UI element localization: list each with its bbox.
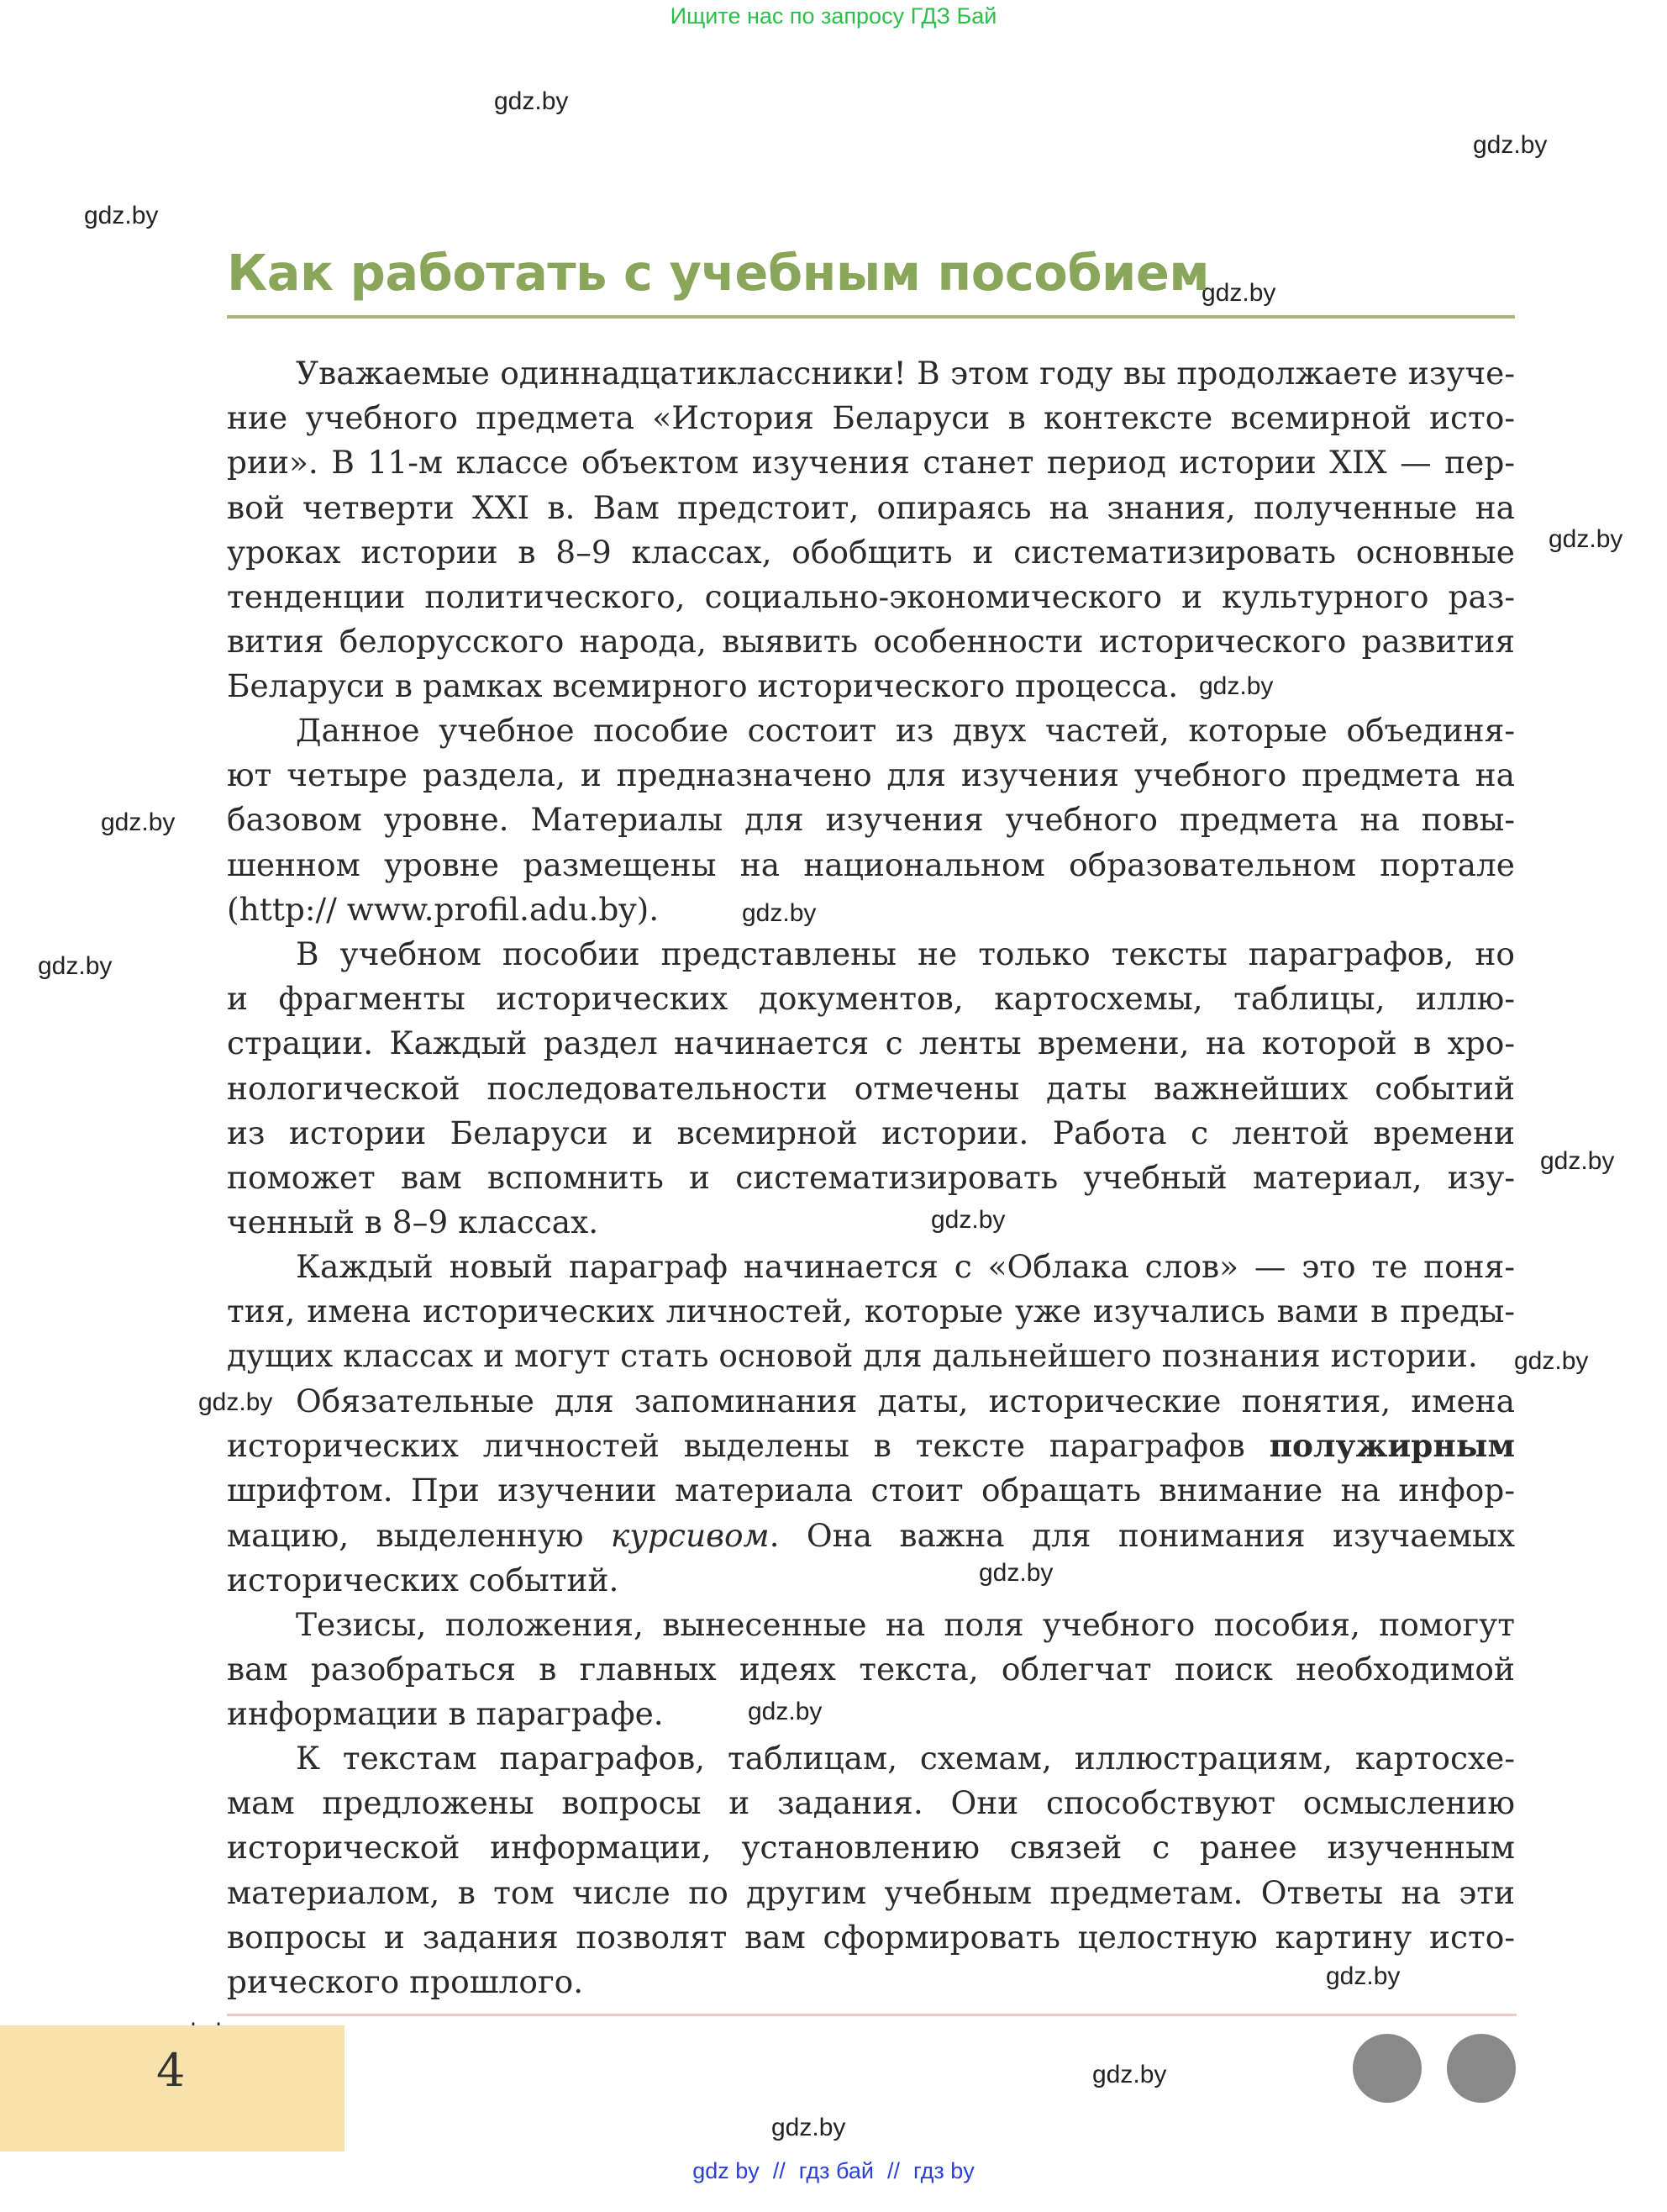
text-segment: мацию, выделенную	[227, 1516, 584, 1554]
paragraph-intro	[227, 351, 1515, 709]
text-line: тенденции политического, социально-экономического и культурного раз-	[227, 578, 1515, 616]
watermark: gdz.by	[1514, 1347, 1589, 1375]
portal-link-line[interactable]: (http:// www.profil.adu.by).	[227, 890, 660, 928]
text-line: материалом, в том числе по другим учебным предметам. Ответы на эти	[227, 1873, 1515, 1911]
top-banner[interactable]: Ищите нас по запросу ГДЗ Бай	[670, 3, 997, 29]
watermark: gdz.by	[931, 1206, 1006, 1234]
text-line: нологической последовательности отмечены даты важнейших событий	[227, 1069, 1515, 1107]
watermark: gdz.by	[771, 2114, 846, 2141]
text-line: тия, имена исторических личностей, которые уже изучались вами в преды-	[227, 1293, 1515, 1330]
decorative-circle-icon	[1353, 2034, 1422, 2103]
paragraph-structure	[227, 708, 1515, 932]
watermark: gdz.by	[84, 202, 159, 229]
text-line: мам предложены вопросы и задания. Они способствуют осмыслению	[227, 1784, 1515, 1822]
text-segment: . Она важна для понимания изучаемых	[769, 1516, 1516, 1554]
footer-link-gdz-by[interactable]: gdz by	[692, 2158, 760, 2183]
paragraph-theses	[227, 1603, 1515, 1737]
text-line: Каждый новый параграф начинается с «Облака слов» — это те поня-	[296, 1248, 1515, 1285]
decorative-circle-icon	[1447, 2034, 1516, 2103]
bold-term: полужирным	[1269, 1427, 1516, 1465]
text-line: уроках истории в 8–9 классах, обобщить и систематизировать основные	[227, 533, 1515, 571]
text-line	[227, 1514, 1515, 1558]
watermark: gdz.by	[494, 87, 569, 115]
page-number: 4	[156, 2044, 186, 2097]
italic-term: курсивом	[610, 1516, 770, 1554]
text-line: В учебном пособии представлены не только тексты параграфов, но	[296, 935, 1515, 972]
text-line: ние учебного предмета «История Беларуси в контексте всемирной исто-	[227, 399, 1515, 437]
text-line: исторических событий.	[227, 1561, 619, 1598]
watermark: gdz.by	[1549, 525, 1623, 553]
text-line: поможет вам вспомнить и систематизировать учебный материал, изу-	[227, 1159, 1515, 1197]
watermark: gdz.by	[742, 899, 817, 927]
text-line: вопросы и задания позволят вам сформировать целостную картину исто-	[227, 1918, 1515, 1956]
watermark: gdz.by	[1199, 672, 1274, 700]
text-line	[227, 1424, 1515, 1468]
watermark: gdz.by	[101, 808, 176, 836]
bottom-divider	[227, 2014, 1517, 2016]
text-line: Обязательные для запоминания даты, исторические понятия, имена	[296, 1382, 1515, 1419]
watermark: gdz.by	[979, 1559, 1054, 1587]
page-title: Как работать с учебным пособием	[227, 244, 1210, 302]
paragraph-questions	[227, 1736, 1515, 2004]
text-line: вам разобраться в главных идеях текста, облегчат поиск необходимой	[227, 1651, 1515, 1688]
text-line: из истории Беларуси и всемирной истории. Работа с лентой времени	[227, 1114, 1515, 1151]
watermark: gdz.by	[38, 952, 113, 980]
text-line: рического прошлого.	[227, 1963, 584, 2001]
text-line: вой четверти XXI в. Вам предстоит, опираясь на знания, полученные на	[227, 488, 1515, 526]
watermark: gdz.by	[1540, 1147, 1615, 1175]
paragraph-formatting	[227, 1379, 1515, 1603]
text-line: Тезисы, положения, вынесенные на поля учебного пособия, помогут	[296, 1606, 1515, 1643]
footer-link-gdz-bai[interactable]: гдз бай	[798, 2158, 874, 2183]
paragraph-content	[227, 932, 1515, 1245]
footer-links	[0, 2158, 1667, 2184]
text-line: ют четыре раздела, и предназначено для изучения учебного предмета на	[227, 756, 1515, 794]
footer-link-gdz-by-2[interactable]: гдз by	[913, 2158, 975, 2183]
footer-separator: //	[772, 2158, 786, 2183]
text-line: вития белорусского народа, выявить особенности исторического развития	[227, 623, 1515, 661]
watermark: gdz.by	[748, 1698, 823, 1725]
text-line: Уважаемые одиннадцатиклассники! В этом году вы продолжаете изуче-	[296, 355, 1515, 392]
text-line: страции. Каждый раздел начинается с ленты времени, на которой в хро-	[227, 1024, 1515, 1062]
text-line: и фрагменты исторических документов, картосхемы, таблицы, иллю-	[227, 980, 1515, 1018]
text-line: Беларуси в рамках всемирного исторического процесса.	[227, 667, 1179, 705]
text-line: исторической информации, установлению связей с ранее изученным	[227, 1829, 1515, 1867]
title-underline	[227, 315, 1515, 319]
watermark: gdz.by	[198, 1388, 273, 1416]
watermark: gdz.by	[1092, 2061, 1167, 2088]
text-line: информации в параграфе.	[227, 1695, 664, 1733]
text-line: базовом уровне. Материалы для изучения учебного предмета на повы-	[227, 801, 1515, 839]
footer-separator: //	[886, 2158, 900, 2183]
text-line: дущих классах и могут стать основой для дальнейшего познания истории.	[227, 1337, 1478, 1375]
paragraph-word-cloud	[227, 1245, 1515, 1379]
watermark: gdz.by	[1473, 131, 1548, 159]
text-line: К текстам параграфов, таблицам, схемам, иллюстрациям, картосхе-	[296, 1740, 1515, 1777]
text-segment: исторических личностей выделены в тексте параграфов	[227, 1427, 1245, 1465]
text-line: шрифтом. При изучении материала стоит обращать внимание на инфор-	[227, 1472, 1515, 1509]
watermark: gdz.by	[1202, 279, 1276, 307]
text-line: ченный в 8–9 классах.	[227, 1203, 599, 1241]
text-line: Данное учебное пособие состоит из двух частей, которые объединя-	[296, 712, 1515, 749]
text-line: шенном уровне размещены на национальном образовательном портале	[227, 845, 1515, 883]
text-line: рии». В 11-м классе объектом изучения станет период истории XIX — пер-	[227, 444, 1515, 482]
watermark: gdz.by	[1326, 1962, 1401, 1990]
